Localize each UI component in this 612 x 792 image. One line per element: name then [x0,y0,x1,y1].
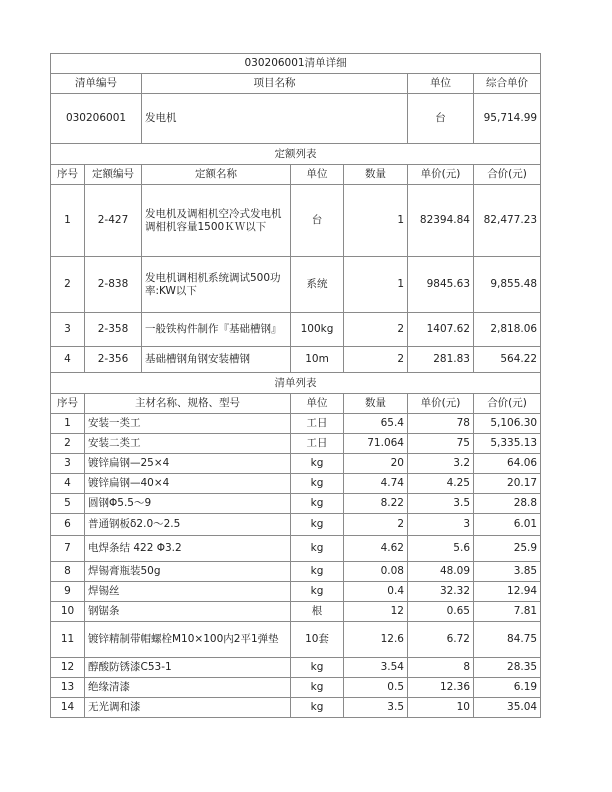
material-price: 75 [408,434,474,454]
material-row [51,698,541,718]
material-total: 64.06 [474,454,541,474]
material-total: 28.35 [474,658,541,678]
material-price: 32.32 [408,582,474,602]
material-qty: 4.62 [344,536,408,562]
material-row [51,434,541,454]
material-total: 6.01 [474,514,541,536]
material-unit: 工日 [291,414,344,434]
bill-title: 030206001清单详细 [51,54,541,74]
materials-header-no: 序号 [51,394,85,414]
material-row [51,562,541,582]
quota-section-row [51,144,541,165]
material-price: 3.2 [408,454,474,474]
quota-unit: 系统 [291,257,344,313]
material-price: 6.72 [408,622,474,658]
material-no: 9 [51,582,85,602]
bill-title-row [51,54,541,74]
material-no: 3 [51,454,85,474]
materials-header-unit: 单位 [291,394,344,414]
material-total: 3.85 [474,562,541,582]
material-qty: 2 [344,514,408,536]
quota-row [51,185,541,257]
material-unit: 10套 [291,622,344,658]
material-unit: 根 [291,602,344,622]
material-unit: kg [291,698,344,718]
quota-no: 3 [51,313,85,347]
quota-header-no: 序号 [51,165,85,185]
materials-header-total: 合价(元) [474,394,541,414]
quota-no: 2 [51,257,85,313]
material-total: 5,106.30 [474,414,541,434]
material-no: 10 [51,602,85,622]
material-no: 13 [51,678,85,698]
bill-name: 发电机 [142,94,408,144]
material-row [51,536,541,562]
material-row [51,678,541,698]
quota-total: 9,855.48 [474,257,541,313]
quota-code: 2-838 [85,257,142,313]
quota-total: 564.22 [474,347,541,373]
bill-code: 030206001 [51,94,142,144]
quota-header-code: 定额编号 [85,165,142,185]
material-no: 1 [51,414,85,434]
material-unit: kg [291,678,344,698]
material-no: 2 [51,434,85,454]
material-unit: kg [291,494,344,514]
quota-no: 1 [51,185,85,257]
bill-unit: 台 [408,94,474,144]
material-unit: kg [291,582,344,602]
material-row [51,454,541,474]
material-no: 5 [51,494,85,514]
materials-header-name: 主材名称、规格、型号 [85,394,291,414]
material-qty: 20 [344,454,408,474]
material-no: 12 [51,658,85,678]
material-price: 48.09 [408,562,474,582]
quota-unit: 10m [291,347,344,373]
material-row [51,658,541,678]
bill-row [51,94,541,144]
material-name: 圆钢Φ5.5～9 [85,494,291,514]
quota-unit: 100kg [291,313,344,347]
material-price: 12.36 [408,678,474,698]
material-price: 0.65 [408,602,474,622]
materials-section-row [51,373,541,394]
quota-header-unit: 单位 [291,165,344,185]
material-no: 7 [51,536,85,562]
material-no: 14 [51,698,85,718]
material-unit: kg [291,536,344,562]
material-name: 普通钢板δ2.0～2.5 [85,514,291,536]
quota-row [51,347,541,373]
quota-qty: 2 [344,313,408,347]
quota-row [51,257,541,313]
material-row [51,582,541,602]
header-unit: 单位 [408,74,474,94]
quota-header-qty: 数量 [344,165,408,185]
quota-row [51,313,541,347]
material-no: 11 [51,622,85,658]
material-no: 6 [51,514,85,536]
material-unit: kg [291,562,344,582]
quota-price: 1407.62 [408,313,474,347]
quota-unit: 台 [291,185,344,257]
material-row [51,414,541,434]
material-price: 10 [408,698,474,718]
material-unit: kg [291,658,344,678]
material-total: 5,335.13 [474,434,541,454]
bill-detail-table [50,53,541,718]
material-name: 焊锡丝 [85,582,291,602]
bill-detail-sheet [50,53,540,718]
material-unit: kg [291,474,344,494]
quota-header-total: 合价(元) [474,165,541,185]
quota-name: 发电机及调相机空冷式发电机调相机容量1500ＫＷ以下 [142,185,291,257]
material-row [51,494,541,514]
material-row [51,622,541,658]
quota-code: 2-358 [85,313,142,347]
quota-qty: 1 [344,185,408,257]
material-name: 钢锯条 [85,602,291,622]
quota-price: 82394.84 [408,185,474,257]
quota-code: 2-427 [85,185,142,257]
material-no: 4 [51,474,85,494]
quota-no: 4 [51,347,85,373]
materials-header-price: 单价(元) [408,394,474,414]
quota-name: 一般铁构件制作『基础槽钢』 [142,313,291,347]
material-row [51,514,541,536]
material-price: 4.25 [408,474,474,494]
material-total: 6.19 [474,678,541,698]
quota-header-price: 单价(元) [408,165,474,185]
quota-total: 2,818.06 [474,313,541,347]
material-qty: 12 [344,602,408,622]
material-name: 焊锡膏瓶装50g [85,562,291,582]
quota-header-name: 定额名称 [142,165,291,185]
material-total: 28.8 [474,494,541,514]
material-qty: 8.22 [344,494,408,514]
material-qty: 0.4 [344,582,408,602]
material-name: 无光调和漆 [85,698,291,718]
material-price: 8 [408,658,474,678]
header-bill-code: 清单编号 [51,74,142,94]
material-qty: 4.74 [344,474,408,494]
material-total: 84.75 [474,622,541,658]
material-row [51,602,541,622]
material-price: 5.6 [408,536,474,562]
material-unit: kg [291,454,344,474]
material-total: 7.81 [474,602,541,622]
materials-section-title: 清单列表 [51,373,541,394]
quota-name: 基础槽钢角钢安装槽钢 [142,347,291,373]
material-qty: 0.08 [344,562,408,582]
material-qty: 0.5 [344,678,408,698]
material-no: 8 [51,562,85,582]
material-qty: 71.064 [344,434,408,454]
material-qty: 3.5 [344,698,408,718]
material-name: 绝缘清漆 [85,678,291,698]
quota-price: 281.83 [408,347,474,373]
quota-section-title: 定额列表 [51,144,541,165]
material-unit: kg [291,514,344,536]
quota-name: 发电机调相机系统调试500功率:KW以下 [142,257,291,313]
quota-qty: 1 [344,257,408,313]
bill-header-row [51,74,541,94]
material-qty: 3.54 [344,658,408,678]
quota-header-row [51,165,541,185]
header-unit-price: 综合单价 [474,74,541,94]
material-name: 镀锌精制带帽螺栓M10×100内2平1弹垫 [85,622,291,658]
material-total: 35.04 [474,698,541,718]
material-row [51,474,541,494]
bill-price: 95,714.99 [474,94,541,144]
material-price: 78 [408,414,474,434]
quota-code: 2-356 [85,347,142,373]
material-qty: 12.6 [344,622,408,658]
materials-header-row [51,394,541,414]
quota-price: 9845.63 [408,257,474,313]
quota-qty: 2 [344,347,408,373]
material-unit: 工日 [291,434,344,454]
header-item-name: 项目名称 [142,74,408,94]
material-price: 3 [408,514,474,536]
materials-header-qty: 数量 [344,394,408,414]
quota-total: 82,477.23 [474,185,541,257]
material-total: 12.94 [474,582,541,602]
material-name: 镀锌扁钢—40×4 [85,474,291,494]
material-name: 醇酸防锈漆C53-1 [85,658,291,678]
material-name: 安装二类工 [85,434,291,454]
material-total: 20.17 [474,474,541,494]
material-price: 3.5 [408,494,474,514]
material-name: 电焊条结 422 Φ3.2 [85,536,291,562]
material-qty: 65.4 [344,414,408,434]
material-name: 镀锌扁钢—25×4 [85,454,291,474]
material-total: 25.9 [474,536,541,562]
material-name: 安装一类工 [85,414,291,434]
